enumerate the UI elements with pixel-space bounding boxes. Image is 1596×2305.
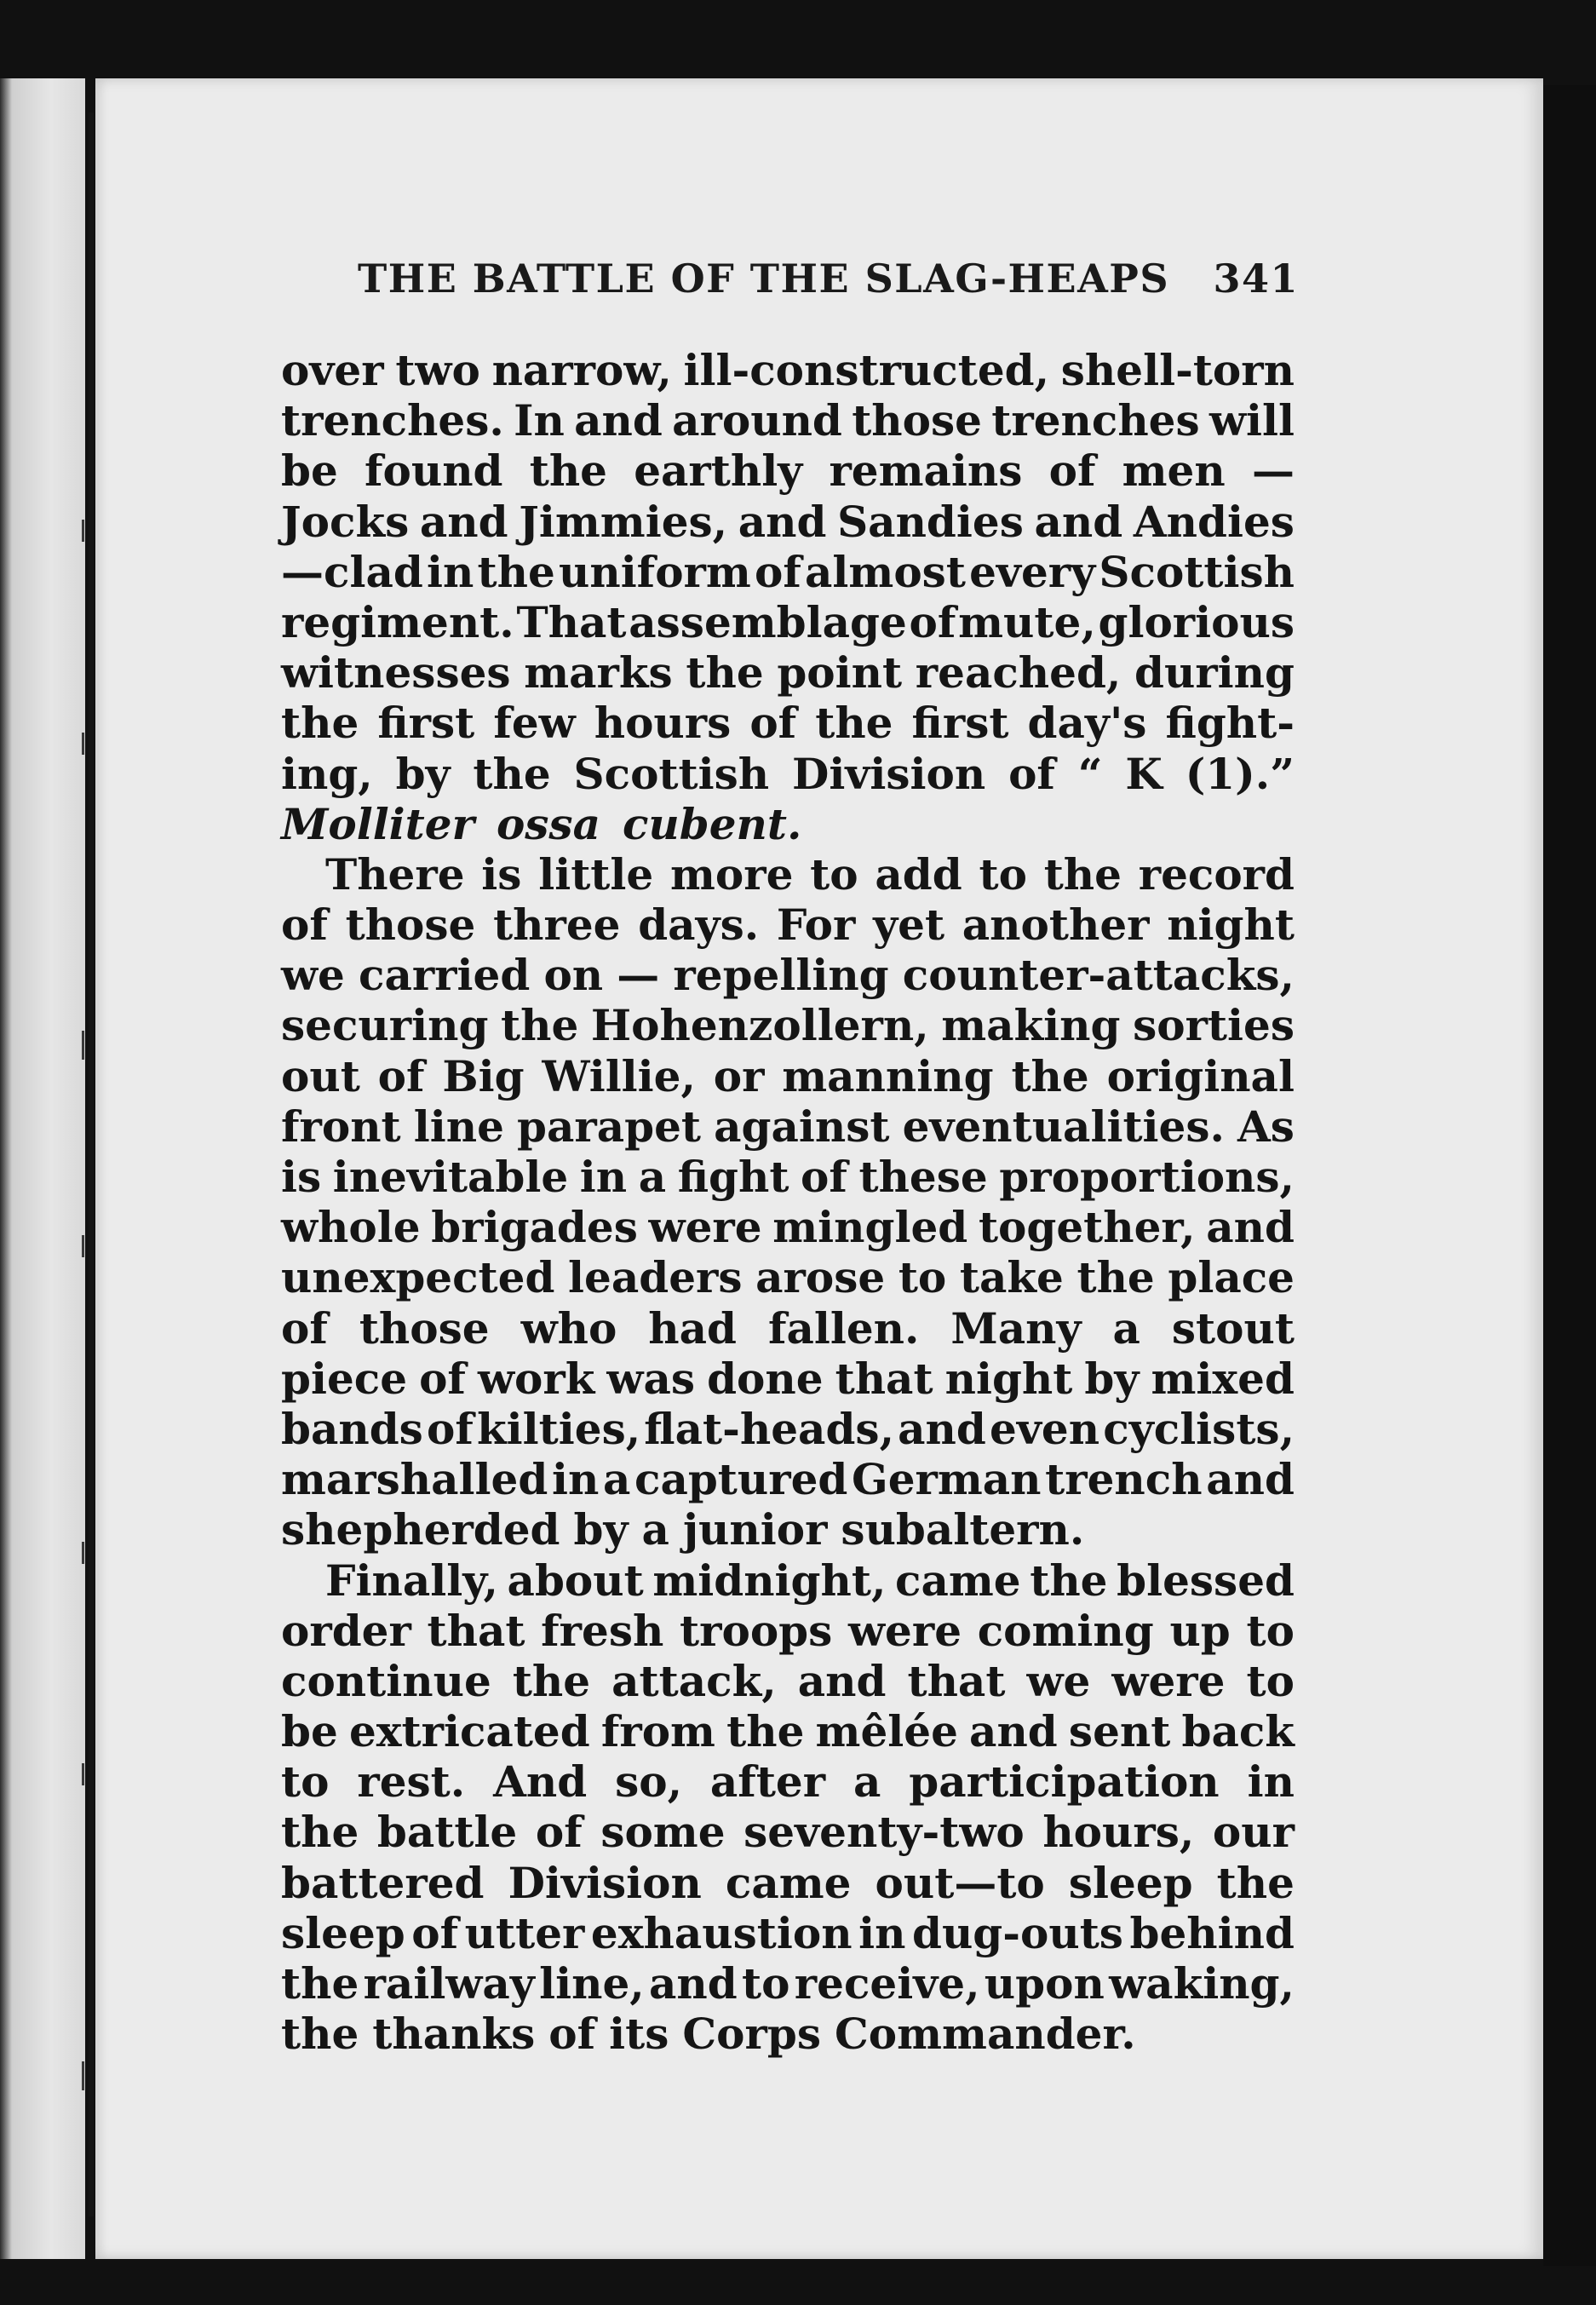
word: the	[1011, 1050, 1089, 1101]
word: is	[481, 848, 522, 900]
word: rest.	[357, 1756, 466, 1808]
word: sent	[1068, 1706, 1171, 1757]
word: the	[815, 698, 893, 749]
word: in	[579, 1152, 628, 1202]
text-line	[281, 1101, 1295, 1152]
word: fallen.	[767, 1302, 920, 1354]
text-line	[281, 445, 1295, 496]
word: Sandies	[837, 496, 1024, 547]
word: carried	[359, 950, 531, 1001]
word: receive,	[794, 1958, 980, 2009]
word: trenches	[991, 395, 1200, 446]
word: Big	[442, 1050, 525, 1101]
word: by	[395, 748, 451, 799]
word: over	[281, 345, 384, 395]
word: to	[898, 1252, 947, 1303]
text-line	[281, 1706, 1295, 1756]
word: of	[801, 1152, 847, 1202]
word: the	[477, 546, 555, 597]
text-line	[281, 345, 1295, 395]
word: making	[941, 1000, 1121, 1051]
word: be	[281, 445, 338, 497]
word: hours,	[1042, 1807, 1195, 1858]
word: done	[707, 1353, 824, 1404]
text-line	[281, 395, 1295, 445]
word: the	[1043, 848, 1122, 900]
word: will	[1208, 395, 1295, 446]
word: Division	[508, 1857, 702, 1908]
word: almost	[805, 546, 966, 597]
word: Hohenzollern,	[590, 1000, 929, 1051]
word: cyclists,	[1103, 1403, 1295, 1454]
word: —	[617, 950, 660, 1001]
word: was	[606, 1353, 696, 1404]
word: In	[514, 395, 565, 446]
word: those	[345, 900, 476, 951]
word: were	[1111, 1655, 1226, 1706]
word: take	[959, 1252, 1064, 1303]
word: Jimmies,	[519, 496, 728, 547]
word: utter	[464, 1907, 585, 1958]
word: day's	[1027, 698, 1147, 749]
word: the	[281, 1958, 359, 2009]
word: unexpected	[281, 1252, 555, 1303]
word: extricated	[348, 1706, 590, 1757]
word: repelling	[673, 950, 889, 1001]
word: and	[969, 1706, 1058, 1757]
word: the	[726, 1706, 805, 1757]
word: the	[529, 445, 607, 497]
word: Jocks	[281, 496, 410, 547]
word: out	[281, 1050, 360, 1101]
word: securing	[281, 1000, 489, 1051]
word: remains	[829, 445, 1023, 497]
word: and	[797, 1655, 887, 1706]
page-number: 341	[1213, 256, 1299, 302]
word: mêlée	[815, 1706, 958, 1757]
word: line,	[539, 1958, 645, 2009]
word: the	[281, 698, 359, 749]
word: around	[672, 395, 842, 446]
word: troops	[680, 1605, 833, 1656]
word: behind	[1129, 1907, 1295, 1958]
word: witnesses	[281, 647, 511, 698]
word: seventy-two	[743, 1807, 1025, 1858]
word: and	[649, 1958, 738, 2009]
word: add	[875, 848, 962, 900]
word: kilties,	[477, 1403, 641, 1454]
word: Finally,	[325, 1555, 498, 1606]
word: is	[281, 1152, 322, 1202]
word: be	[281, 1706, 338, 1757]
word: the	[473, 748, 551, 799]
word: captured	[634, 1454, 848, 1505]
word: and	[574, 395, 663, 446]
word: of	[281, 900, 328, 951]
word: shepherded	[281, 1504, 560, 1555]
word: Andies	[1133, 496, 1295, 547]
word: in	[551, 1454, 600, 1505]
word: railway	[363, 1958, 535, 2009]
text-line	[281, 547, 1295, 597]
word: That	[516, 596, 627, 647]
word: some	[600, 1807, 726, 1858]
word: (1).”	[1185, 748, 1295, 799]
word: coming	[977, 1605, 1154, 1656]
word: of	[749, 698, 797, 749]
word: ing,	[281, 748, 373, 799]
word: —	[1251, 445, 1295, 497]
word: Division	[791, 748, 986, 799]
word: in	[1247, 1756, 1295, 1808]
word: to	[979, 848, 1027, 900]
word: the	[1216, 1857, 1295, 1908]
word: As	[1237, 1101, 1295, 1152]
word: Molliter	[281, 798, 474, 849]
word: marks	[524, 647, 673, 698]
word: ossa	[496, 798, 600, 849]
word: record	[1138, 848, 1295, 900]
word: up	[1169, 1605, 1231, 1656]
word: And	[493, 1756, 588, 1808]
text-line	[281, 849, 1295, 900]
text-line	[281, 647, 1295, 698]
body-text	[281, 345, 1295, 2059]
facing-page-edge	[0, 78, 85, 2259]
word: whole	[281, 1202, 421, 1253]
text-line	[281, 1152, 1295, 1202]
word: out—to	[875, 1857, 1045, 1908]
word: of	[754, 546, 801, 597]
text-line	[281, 799, 1295, 849]
word: to	[1246, 1655, 1295, 1706]
word: proportions,	[999, 1152, 1295, 1202]
word: in	[426, 546, 474, 597]
word: by	[1084, 1353, 1140, 1404]
word: the	[686, 647, 764, 698]
word: we	[1026, 1655, 1091, 1706]
word: cubent.	[622, 798, 802, 849]
word: night	[1167, 900, 1295, 951]
word: Scottish	[1099, 546, 1295, 597]
word: K	[1125, 748, 1163, 799]
word: and	[1206, 1454, 1295, 1505]
word: reached,	[915, 647, 1122, 698]
word: came	[725, 1857, 852, 1908]
text-line	[281, 749, 1295, 799]
word: subaltern.	[841, 1504, 1085, 1555]
word: “	[1077, 748, 1103, 799]
text-line	[281, 1908, 1295, 1958]
word: waking,	[1109, 1958, 1295, 2009]
word: flat-heads,	[644, 1403, 894, 1454]
word: inevitable	[332, 1152, 569, 1202]
word: point	[777, 647, 903, 698]
word: battered	[281, 1857, 485, 1908]
word: a	[853, 1756, 881, 1808]
margin-marks	[82, 0, 99, 2305]
text-line	[281, 1051, 1295, 1101]
word: back	[1181, 1706, 1295, 1757]
text-line	[281, 1958, 1295, 2009]
text-line	[281, 1404, 1295, 1454]
word: and	[1206, 1202, 1295, 1253]
word: dug-outs	[911, 1907, 1123, 1958]
word: that	[427, 1605, 525, 1656]
word: in	[858, 1907, 906, 1958]
text-line	[281, 1606, 1295, 1656]
word: trenches.	[281, 395, 504, 446]
running-title: THE BATTLE OF THE SLAG-HEAPS	[358, 256, 1170, 302]
word: of	[1048, 445, 1096, 497]
word: of	[548, 2009, 596, 2060]
word: together,	[978, 1202, 1196, 1253]
word: narrow,	[491, 345, 672, 395]
word: on	[543, 950, 604, 1001]
word: were	[848, 1605, 962, 1656]
text-line	[281, 497, 1295, 547]
word: earthly	[634, 445, 803, 497]
word: midnight,	[652, 1555, 887, 1606]
word: these	[858, 1152, 988, 1202]
word: bands	[281, 1403, 423, 1454]
text-line	[281, 1807, 1295, 1857]
word: counter-attacks,	[902, 950, 1295, 1001]
word: Commander.	[834, 2009, 1136, 2060]
text-line	[281, 1252, 1295, 1302]
word: of	[909, 596, 956, 647]
text-line	[281, 698, 1295, 748]
word: blessed	[1117, 1555, 1295, 1606]
word: by	[573, 1504, 629, 1555]
word: who	[520, 1302, 617, 1354]
word: every	[969, 546, 1096, 597]
text-line	[281, 1303, 1295, 1354]
word: or	[713, 1050, 765, 1101]
word: thanks	[372, 2009, 536, 2060]
text-line	[281, 1858, 1295, 1908]
word: the	[512, 1655, 591, 1706]
word: more	[669, 848, 794, 900]
word: attack,	[611, 1655, 777, 1706]
word: of	[535, 1807, 583, 1858]
word: so,	[615, 1756, 682, 1808]
text-line	[281, 1504, 1295, 1555]
word: a	[1112, 1302, 1140, 1354]
word: regiment.	[281, 596, 514, 647]
text-line	[281, 1555, 1295, 1606]
word: For	[776, 900, 856, 951]
word: came	[895, 1555, 1021, 1606]
word: to	[1246, 1605, 1295, 1656]
word: Many	[950, 1302, 1082, 1354]
word: of	[281, 1302, 328, 1354]
word: during	[1134, 647, 1295, 698]
word: mixed	[1151, 1353, 1295, 1404]
word: those	[852, 395, 982, 446]
word: stout	[1171, 1302, 1295, 1354]
text-line	[281, 900, 1295, 950]
word: junior	[682, 1504, 828, 1555]
word: of	[419, 1353, 466, 1404]
word: a	[602, 1454, 631, 1505]
word: the	[1076, 1252, 1155, 1303]
word: Corps	[682, 2009, 821, 2060]
word: place	[1168, 1252, 1295, 1303]
word: of	[427, 1403, 474, 1454]
word: against	[714, 1101, 890, 1152]
word: leaders	[568, 1252, 743, 1303]
word: Scottish	[573, 748, 770, 799]
word: little	[538, 848, 654, 900]
word: even	[990, 1403, 1100, 1454]
text-line	[281, 950, 1295, 1000]
word: work	[477, 1353, 595, 1404]
word: and	[1034, 496, 1123, 547]
word: line	[413, 1101, 504, 1152]
word: order	[281, 1605, 411, 1656]
word: participation	[909, 1756, 1220, 1808]
word: —clad	[281, 546, 423, 597]
word: our	[1212, 1807, 1295, 1858]
word: another	[962, 900, 1150, 951]
word: a	[641, 1504, 669, 1555]
word: and	[898, 1403, 986, 1454]
word: glorious	[1098, 596, 1295, 647]
word: those	[359, 1302, 490, 1354]
text-line	[281, 597, 1295, 647]
text-line	[281, 1756, 1295, 1807]
word: piece	[281, 1353, 408, 1404]
word: to	[742, 1958, 790, 2009]
word: Willie,	[542, 1050, 696, 1101]
text-line	[281, 1656, 1295, 1706]
word: to	[810, 848, 858, 900]
word: the	[501, 1000, 579, 1051]
word: two	[395, 345, 480, 395]
word: uniform	[558, 546, 751, 597]
word: first	[377, 698, 475, 749]
word: upon	[984, 1958, 1105, 2009]
word: first	[911, 698, 1009, 749]
word: the	[281, 2009, 359, 2060]
word: exhaustion	[590, 1907, 853, 1958]
word: night	[944, 1353, 1073, 1404]
word: its	[609, 2009, 669, 2060]
word: men	[1122, 445, 1226, 497]
word: original	[1106, 1050, 1295, 1101]
word: about	[507, 1555, 644, 1606]
text-line	[281, 1454, 1295, 1504]
word: trench	[1045, 1454, 1203, 1505]
text-line	[281, 1000, 1295, 1050]
word: battle	[376, 1807, 518, 1858]
word: and	[419, 496, 508, 547]
word: front	[281, 1101, 401, 1152]
word: eventualities.	[902, 1101, 1225, 1152]
word: There	[325, 848, 465, 900]
word: to	[281, 1756, 330, 1808]
word: found	[364, 445, 503, 497]
word: shell-torn	[1060, 345, 1295, 395]
word: we	[281, 950, 345, 1001]
word: sorties	[1133, 1000, 1295, 1051]
word: after	[709, 1756, 826, 1808]
word: days.	[638, 900, 760, 951]
word: marshalled	[281, 1454, 548, 1505]
word: of	[1008, 748, 1055, 799]
word: brigades	[431, 1202, 638, 1253]
word: continue	[281, 1655, 491, 1706]
word: arose	[755, 1252, 886, 1303]
word: were	[648, 1202, 762, 1253]
word: that	[907, 1655, 1006, 1706]
word: of	[377, 1050, 425, 1101]
word: fight-	[1165, 698, 1295, 749]
word: yet	[873, 900, 945, 951]
word: parapet	[517, 1101, 701, 1152]
word: German	[852, 1454, 1042, 1505]
word: sleep	[281, 1907, 405, 1958]
word: and	[738, 496, 827, 547]
word: mingled	[772, 1202, 968, 1253]
word: from	[600, 1706, 715, 1757]
text-line	[281, 2009, 1295, 2059]
word: a	[638, 1152, 667, 1202]
scan-border	[1543, 85, 1596, 2266]
word: ill-constructed,	[683, 345, 1050, 395]
word: manning	[782, 1050, 994, 1101]
word: hours	[594, 698, 732, 749]
word: fresh	[541, 1605, 664, 1656]
word: three	[493, 900, 621, 951]
word: the	[1030, 1555, 1108, 1606]
word: had	[648, 1302, 737, 1354]
word: that	[835, 1353, 933, 1404]
text-line	[281, 1202, 1295, 1252]
word: assemblage	[629, 596, 907, 647]
text-line	[281, 1354, 1295, 1404]
word: fight	[677, 1152, 789, 1202]
word: mute,	[958, 596, 1096, 647]
word: of	[411, 1907, 459, 1958]
word: few	[493, 698, 576, 749]
word: sleep	[1068, 1857, 1193, 1908]
word: the	[281, 1807, 359, 1858]
running-header	[358, 256, 1299, 302]
